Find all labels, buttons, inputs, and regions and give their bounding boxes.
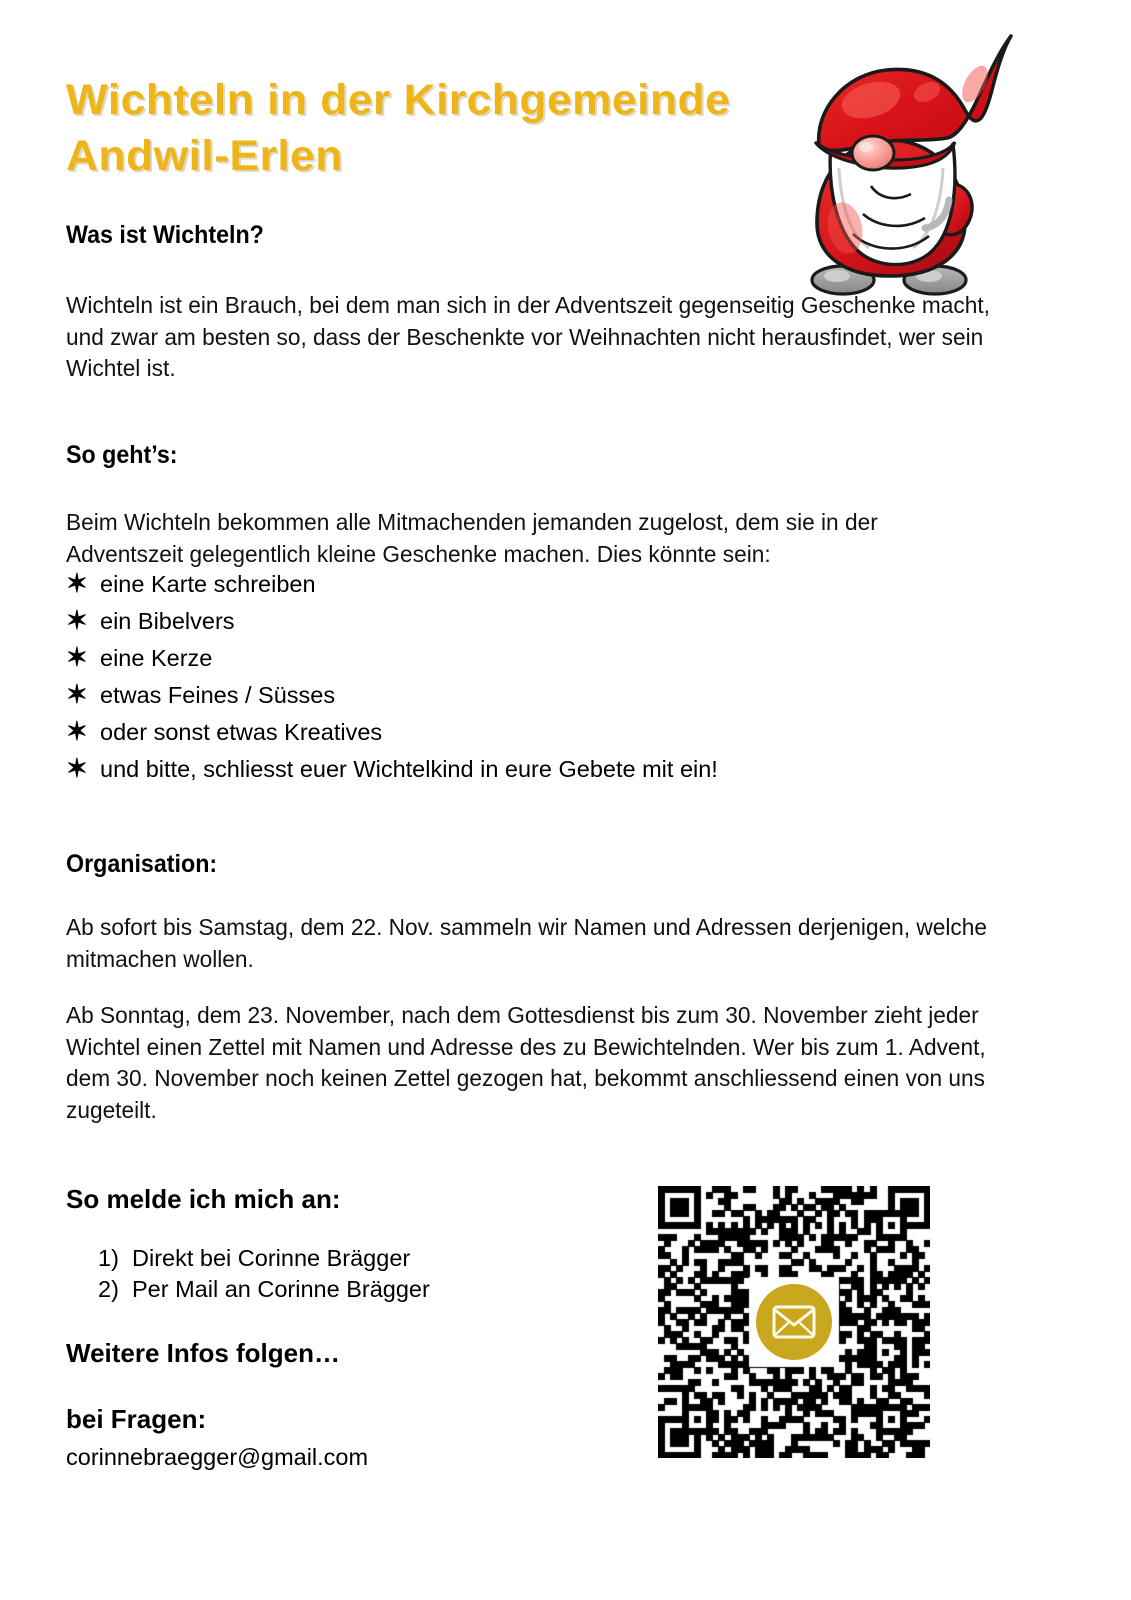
qr-center-badge (756, 1284, 832, 1360)
list-item (66, 676, 966, 713)
star-bullet-icon: ✶ (66, 568, 88, 598)
list-item (66, 565, 966, 602)
list-item (98, 1274, 430, 1305)
paragraph-organisation-2: Ab Sonntag, dem 23. November, nach dem Gottesdienst bis zum 30. November zieht jeder Wichtel einen Zettel mit Namen und Adresse des zu Bewichtelnden. Wer bis zum 1. Advent, dem 30. November noch keinen Zettel gezogen hat, bekommt anschliessend einen von uns zugeteilt. (66, 1002, 986, 1123)
list-item (66, 639, 966, 676)
star-bullet-icon: ✶ (66, 679, 88, 709)
list-item-number: 1) (98, 1245, 119, 1271)
wichtel-ideas-list (66, 565, 966, 787)
list-item-label: ein Bibelvers (100, 608, 235, 634)
star-bullet-icon: ✶ (66, 605, 88, 635)
list-item-label: Direkt bei Corinne Brägger (132, 1245, 411, 1271)
star-bullet-icon: ✶ (66, 642, 88, 672)
list-item-label: eine Kerze (100, 645, 213, 671)
heading-what-is-wichteln: Was ist Wichteln? (66, 221, 264, 249)
star-bullet-icon: ✶ (66, 753, 88, 783)
signup-options-list (98, 1243, 430, 1305)
heading-organisation: Organisation: (66, 850, 218, 878)
list-item-label: Per Mail an Corinne Brägger (132, 1276, 430, 1302)
paragraph-organisation-1: Ab sofort bis Samstag, dem 22. Nov. sammeln wir Namen und Adressen derjenigen, welche mitmachen wollen. (66, 914, 987, 972)
list-item-number: 2) (98, 1276, 119, 1302)
list-item-label: eine Karte schreiben (100, 571, 316, 597)
heading-questions: bei Fragen: (66, 1404, 207, 1434)
list-item (66, 750, 966, 787)
paragraph-how-it-works: Beim Wichteln bekommen alle Mitmachenden jemanden zugelost, dem sie in der Adventszeit gelegentlich kleine Geschenke machen. Dies könnte sein: (66, 509, 878, 567)
gnome-illustration (775, 18, 1015, 298)
contact-email[interactable]: corinnebraegger@gmail.com (66, 1444, 369, 1470)
list-item (98, 1243, 430, 1274)
heading-signup: So melde ich mich an: (66, 1184, 341, 1214)
list-item-label: etwas Feines / Süsses (100, 682, 336, 708)
list-item (66, 602, 966, 639)
star-bullet-icon: ✶ (66, 716, 88, 746)
qr-code[interactable] (658, 1186, 930, 1458)
list-item-label: oder sonst etwas Kreatives (100, 719, 383, 745)
paragraph-what-is-wichteln: Wichteln ist ein Brauch, bei dem man sich in der Adventszeit gegenseitig Geschenke macht, und zwar am besten so, dass der Beschenkte vor Weihnachten nicht herausfindet, wer sein Wichtel ist. (66, 292, 990, 381)
heading-how-it-works: So geht’s: (66, 441, 178, 469)
page-title (66, 72, 866, 184)
page-title-line-2: Andwil-Erlen (66, 132, 343, 180)
envelope-icon (772, 1305, 816, 1339)
heading-more-info: Weitere Infos folgen… (66, 1338, 340, 1368)
list-item-label: und bitte, schliesst euer Wichtelkind in eure Gebete mit ein! (100, 756, 718, 782)
page-title-line-1: Wichteln in der Kirchgemeinde (66, 76, 731, 124)
list-item (66, 713, 966, 750)
